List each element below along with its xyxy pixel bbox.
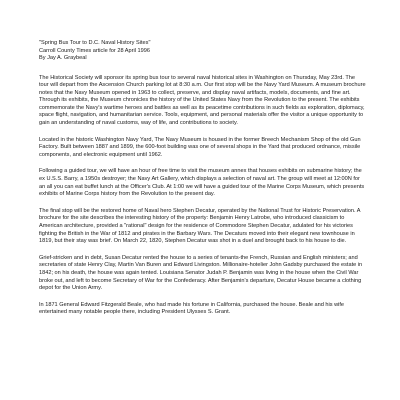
article-byline: By Jay A. Graybeal — [39, 55, 87, 61]
paragraph-1: The Historical Society will sponsor its spring bus tour to several naval historical sites in Washington on Thursday, May 23rd. The tour will depart from the Ascension Church parking lot at 8:30 a.m. Our first stop will be the Navy Yard Museum. A museum brochure notes that the Navy Museum opened in 1963 to collect, preserve, and display naval artifacts, models, documents, and fine art. Through its exhibits, the Museum chronicles the history of the United States Navy from the Revolution to the present. The exhibits commemorate the Navy's wartime heroes and battles as well as its peacetime contributions in such fields as exploration, diplomacy, space flight, navigation, and humanitarian service. Tools, equipment, and personal materials offer the visitor a unique opportunity to gain an understanding of naval customs, way of life, and contributions to society. — [39, 74, 366, 127]
paragraph-6: In 1871 General Edward Fitzgerald Beale, who had made his fortune in California, purchased the house. Beale and his wife entertained many notable people there, including President Ulysses S. Grant. — [39, 301, 345, 316]
document-page — [39, 40, 366, 400]
article-header — [39, 40, 366, 63]
paragraph-5: Grief-stricken and in debt, Susan Decatur rented the house to a series of tenants-the French, Russian and English ministers; and secretaries of state Henry Clay, Martin Van Buren and Edward Livingston. Millionaire-hotelier John Gadsby purchased the estate in 1842; on his death, the house was again tented. Louisiana Senator Judah P. Benjamin was living in the house when the Civil War broke out, and left to become Secretary of War for the Confederacy. After Benjamin's departure, Decatur House became a clothing depot for the Union Army. — [39, 254, 363, 292]
article-source: Carroll County Times article for 28 April 1996 — [39, 47, 150, 54]
paragraph-2: Located in the historic Washington Navy Yard, The Navy Museum is housed in the former Breech Mechanism Shop of the old Gun Factory. Built between 1887 and 1899, the 600-foot building was one of several shops in the Yard that produced ordnance, missile components, and electronic equipment until 1962. — [39, 136, 361, 158]
article-title: "Spring Bus Tour to D.C. Naval History Sites" — [39, 40, 151, 46]
paragraph-3: Following a guided tour, we will have an hour of free time to visit the museum annex that houses exhibits on submarine history; the ex U.S.S. Barry, a 1950s destroyer; the Navy Art Gallery, which displays a selection of naval art. The group will meet at 12:00N for an all you can eat buffet lunch at the Officer's Club. At 1:00 we will have a guided tour of the Marine Corps Museum, which presents exhibits of Marine Corps history from the Revolution to the present day. — [39, 168, 365, 198]
paragraph-4: The final stop will be the restored home of Naval hero Stephen Decatur, operated by the National Trust for Historic Preservation. A brochure for the site describes the interesting history of the property: Benjamin Henry Latrobe, who introduced classicism to American architecture, provided a "rational" design for the residence of Commodore Stephen Decatur, adulated for his victories fighting the British in the War of 1812 and pirates in the Barbary Wars. The Decaturs moved into their elegant new townhouse in 1819, but their stay was brief. On March 22, 1820, Stephen Decatur was shot in a duel and brought back to his house to die. — [39, 207, 361, 245]
